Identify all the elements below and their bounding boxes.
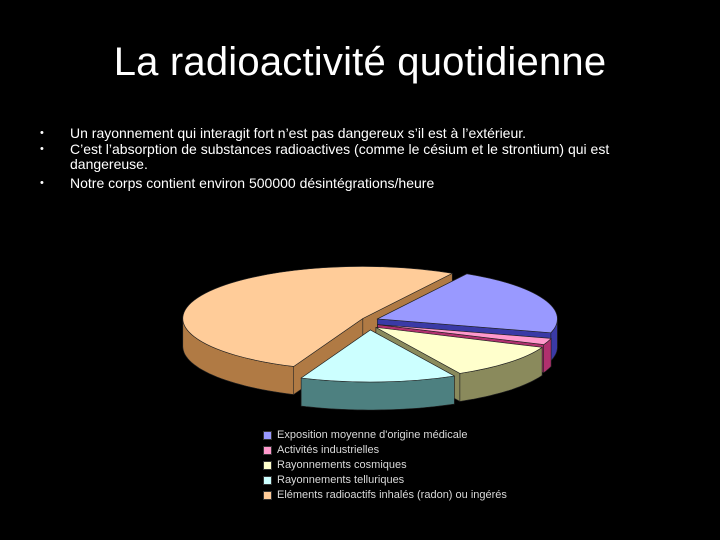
legend-item — [263, 473, 507, 488]
bullet-glyph: • — [40, 143, 44, 155]
legend-swatch — [263, 446, 272, 455]
legend-label: Exposition moyenne d'origine médicale — [277, 429, 468, 441]
legend-swatch — [263, 431, 272, 440]
bullet-glyph: • — [40, 127, 44, 139]
bullet-item — [40, 176, 680, 191]
bullet-item — [40, 126, 680, 141]
legend-label: Rayonnements telluriques — [277, 474, 405, 486]
legend-swatch — [263, 491, 272, 500]
bullet-text: Notre corps contient environ 500000 désintégrations/heure — [70, 175, 435, 191]
legend-item — [263, 428, 507, 443]
pie-chart — [170, 262, 570, 422]
chart-legend — [263, 428, 507, 503]
legend-label: Eléments radioactifs inhalés (radon) ou ingérés — [277, 489, 507, 501]
bullet-item — [40, 142, 680, 172]
legend-swatch — [263, 461, 272, 470]
legend-item — [263, 458, 507, 473]
bullet-list — [40, 126, 680, 191]
legend-label: Activités industrielles — [277, 444, 380, 456]
legend-label: Rayonnements cosmiques — [277, 459, 407, 471]
bullet-glyph: • — [40, 177, 44, 189]
bullet-text: Un rayonnement qui interagit fort n’est pas dangereux s’il est à l’extérieur. — [70, 125, 527, 141]
legend-item — [263, 443, 507, 458]
legend-item — [263, 488, 507, 503]
pie-chart-svg — [170, 262, 570, 422]
slide-title: La radioactivité quotidienne — [113, 40, 607, 84]
legend-swatch — [263, 476, 272, 485]
bullet-text: C’est l’absorption de substances radioactives (comme le césium et le strontium) qui est dangereuse. — [70, 141, 610, 172]
